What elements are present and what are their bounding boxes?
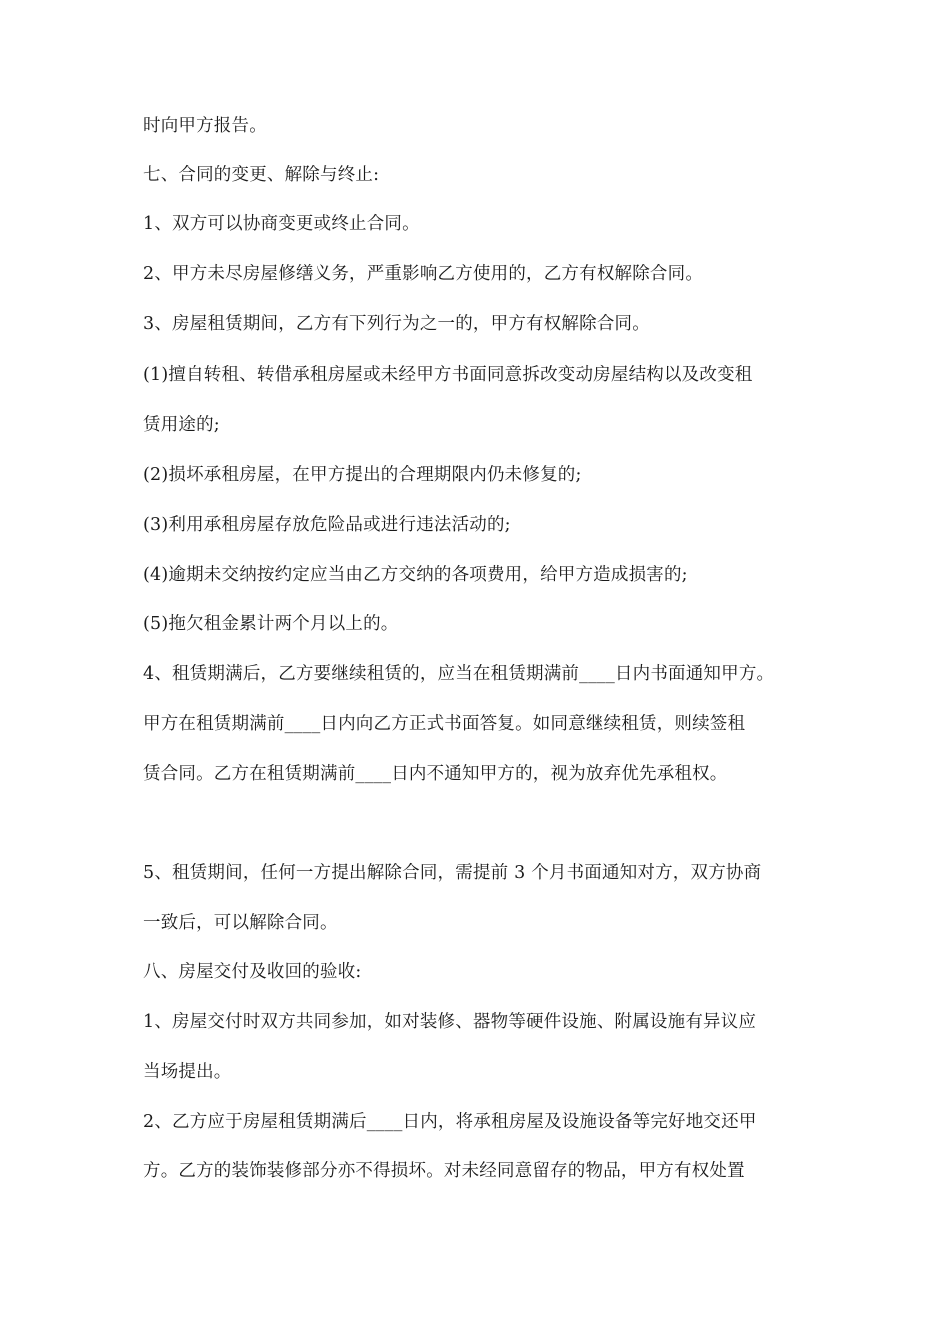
clause-7-3-item-5: (5)拖欠租金累计两个月以上的。 bbox=[143, 614, 399, 634]
clause-7-4: 4、租赁期满后，乙方要继续租赁的，应当在租赁期满前____日内书面通知甲方。 bbox=[143, 664, 775, 684]
clause-7-3: 3、房屋租赁期间，乙方有下列行为之一的，甲方有权解除合同。 bbox=[143, 314, 650, 334]
clause-7-5: 5、租赁期间，任何一方提出解除合同，需提前 3 个月书面通知对方，双方协商 bbox=[143, 863, 762, 883]
clause-7-1: 1、双方可以协商变更或终止合同。 bbox=[143, 214, 420, 234]
clause-8-2: 2、乙方应于房屋租赁期满后____日内，将承租房屋及设施设备等完好地交还甲 bbox=[143, 1112, 757, 1132]
clause-8-2-cont: 方。乙方的装饰装修部分亦不得损坏。对未经同意留存的物品，甲方有权处置 bbox=[143, 1161, 745, 1181]
section-heading-7: 七、合同的变更、解除与终止: bbox=[143, 165, 380, 185]
clause-7-3-item-3: (3)利用承租房屋存放危险品或进行违法活动的; bbox=[143, 515, 511, 535]
clause-7-4-cont-2: 赁合同。乙方在租赁期满前____日内不通知甲方的，视为放弃优先承租权。 bbox=[143, 764, 728, 784]
clause-8-1-cont: 当场提出。 bbox=[143, 1062, 232, 1082]
section-heading-8: 八、房屋交付及收回的验收: bbox=[143, 962, 362, 982]
clause-7-4-cont-1: 甲方在租赁期满前____日内向乙方正式书面答复。如同意继续租赁，则续签租 bbox=[143, 714, 746, 734]
clause-8-1: 1、房屋交付时双方共同参加，如对装修、器物等硬件设施、附属设施有异议应 bbox=[143, 1012, 757, 1032]
clause-7-3-item-2: (2)损坏承租房屋，在甲方提出的合理期限内仍未修复的; bbox=[143, 465, 582, 485]
clause-7-5-cont: 一致后，可以解除合同。 bbox=[143, 913, 338, 933]
clause-7-3-item-4: (4)逾期未交纳按约定应当由乙方交纳的各项费用，给甲方造成损害的; bbox=[143, 565, 688, 585]
clause-7-3-item-1: (1)擅自转租、转借承租房屋或未经甲方书面同意拆改变动房屋结构以及改变租 bbox=[143, 365, 753, 385]
clause-7-3-item-1-cont: 赁用途的; bbox=[143, 415, 220, 435]
clause-7-2: 2、甲方未尽房屋修缮义务，严重影响乙方使用的，乙方有权解除合同。 bbox=[143, 264, 704, 284]
text-line-continuation: 时向甲方报告。 bbox=[143, 116, 267, 136]
